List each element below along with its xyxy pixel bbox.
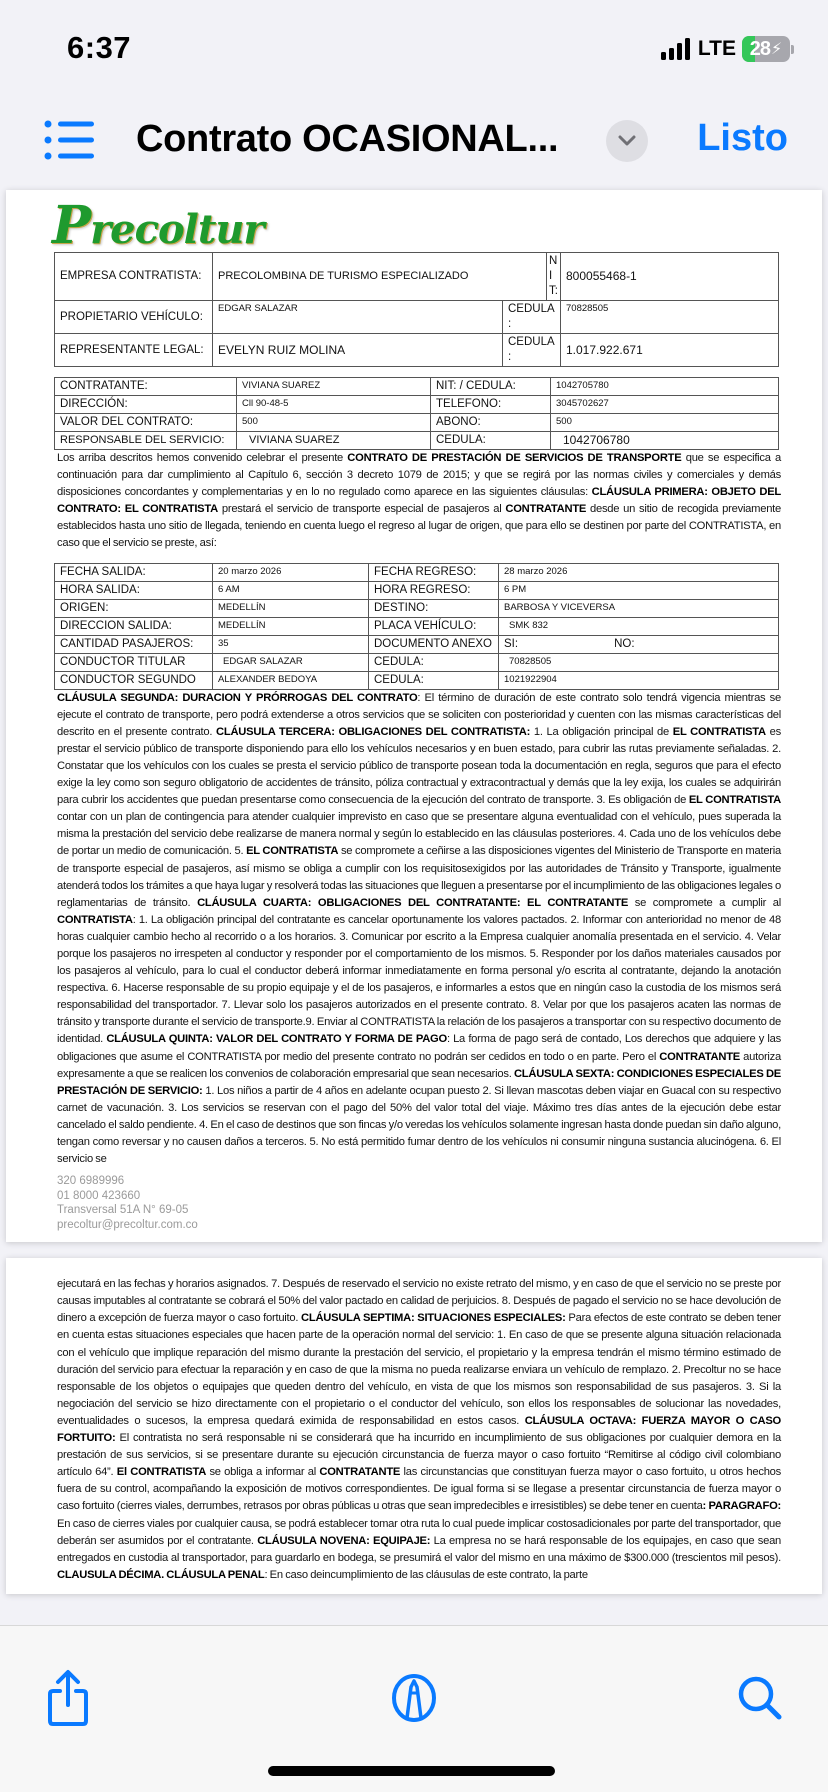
label-contratante: CONTRATANTE: xyxy=(55,378,237,396)
intro-paragraph xyxy=(57,450,781,553)
bold-text: EL CONTRATISTA xyxy=(672,725,766,738)
document-scroll-area[interactable] xyxy=(0,180,828,1625)
label-cedula: CEDULA: xyxy=(369,653,499,671)
label-destino: DESTINO: xyxy=(369,599,499,617)
share-button[interactable] xyxy=(38,1668,98,1728)
label-cantidad-pasajeros: CANTIDAD PASAJEROS: xyxy=(55,635,213,653)
clause-heading: CLAUSULA DÉCIMA. CLÁUSULA PENAL xyxy=(57,1568,265,1581)
label-nit-cedula: NIT: / CEDULA: xyxy=(431,378,551,396)
value-cedula: 1021922904 xyxy=(499,671,779,689)
clause-heading: CLÁUSULA PRIMERA: OBJETO DEL CONTRATO: EL CONTRATISTA xyxy=(57,486,781,516)
text: se compromete a cumplir al xyxy=(628,896,781,909)
table-row xyxy=(55,396,779,414)
list-icon[interactable] xyxy=(44,120,96,160)
clause-heading: CLÁUSULA SEXTA: CONDICIONES ESPECIALES DE PRESTACIÓN DE SERVICIO: xyxy=(57,1067,782,1097)
document-title[interactable]: Contrato OCASIONAL... xyxy=(136,118,559,160)
value-hora-salida: 6 AM xyxy=(213,581,369,599)
value-conductor-titular: EDGAR SALAZAR xyxy=(213,653,369,671)
network-type: LTE xyxy=(697,37,736,60)
value-cedula: 1042706780 xyxy=(551,432,779,450)
clause-heading: CLÁUSULA CUARTA: OBLIGACIONES DEL CONTRATANTE: EL CONTRATANTE xyxy=(197,896,629,909)
label-fecha-regreso: FECHA REGRESO: xyxy=(369,563,499,581)
text: las circunstancias que constituyan fuerza mayor o caso fortuito, u otros hechos fuera de su control, acompañando la exposición de motivos correspondientes. De igual forma si se llegase a presentar circunstancia de fuerza mayor o caso fortuito (cierres viales, derrumbes, retrasos por obras públicas u otras que sean impredecibles e irresistibles) se debe tener en cuenta xyxy=(57,1466,781,1513)
label-cedula: CEDULA: xyxy=(503,301,561,334)
label-propietario: PROPIETARIO VEHÍCULO: xyxy=(55,301,213,334)
clauses-paragraph xyxy=(57,1276,781,1584)
text: : 1. La obligación principal del contratante es cancelar oportunamente los valores pactados. 2. Informar con anterioridad no menor de 48 horas cualquier cambio hecho al recorrido o a los horarios. 3. Comunicar por escrito a la Empresa cualquier anomalía presentada en el servicio. 4. Velar porque los pasajeros no irrespeten al conductor y responder por el comportamiento de los mismos. 5. Responder por los daños materiales causados por los pasajeros al vehículo, para lo cual el conductor deberá informar inmediatamente en forma personal y/o escrita al contratante, dejando la anotación respectiva. 6. Hacerse responsable de su propio equipaje y el de los pasajeros, e informarles a estos que en ningún caso la custodia de los mismos será responsabilidad del transportador. 7. Llevar solo los pasajeros autorizados en el presente contrato. 8. Velar por que los pasajeros acaten las normas de tránsito y transporte durante el servicio de transporte.9. Enviar al CONTRATISTA la relación de los pasajeros a transportar con su respectivo documento de identidad. xyxy=(57,913,781,1046)
label-responsable: RESPONSABLE DEL SERVICIO: xyxy=(55,432,237,450)
label-conductor-segundo: CONDUCTOR SEGUNDO xyxy=(55,671,213,689)
cellular-signal-icon xyxy=(661,38,690,60)
home-indicator[interactable] xyxy=(268,1766,555,1776)
bold-text: CONTRATANTE xyxy=(319,1466,401,1479)
bold-text: El CONTRATISTA xyxy=(116,1466,207,1479)
text: autoriza expresamente a que se realicen los convenios de colaboración empresarial que sean necesarios. xyxy=(57,1050,781,1080)
value-propietario: EDGAR SALAZAR xyxy=(213,301,503,334)
clause-heading: CLÁUSULA OCTAVA: FUERZA MAYOR O CASO FORTUITO: xyxy=(57,1414,781,1445)
status-time: 6:37 xyxy=(67,30,132,65)
bold-text: EL CONTRATISTA xyxy=(246,845,339,858)
markup-pen-icon xyxy=(390,1673,438,1723)
value-fecha-salida: 20 marzo 2026 xyxy=(213,563,369,581)
label-fecha-salida: FECHA SALIDA: xyxy=(55,563,213,581)
label-cedula: CEDULA: xyxy=(431,432,551,450)
label-documento-anexo: DOCUMENTO ANEXO xyxy=(369,635,499,653)
table-row xyxy=(55,414,779,432)
label-abono: ABONO: xyxy=(431,414,551,432)
bold-text: CONTRATISTA xyxy=(57,913,133,926)
value-representante: EVELYN RUIZ MOLINA xyxy=(213,334,503,367)
text: 1. La obligación principal de xyxy=(530,725,673,738)
label-representante: REPRESENTANTE LEGAL: xyxy=(55,334,213,367)
company-footer xyxy=(57,1174,776,1232)
label-direccion-salida: DIRECCION SALIDA: xyxy=(55,617,213,635)
text: En caso de cierres viales por cualquier causa, se podrá establecer tomar otra ruta lo cual puede implicar costosadicionales por parte del transportador, que deberán ser asumidos por el contratante. xyxy=(57,1517,781,1547)
footer-phone: 320 6989996 xyxy=(57,1175,125,1188)
search-button[interactable] xyxy=(730,1668,790,1728)
text: se compromete a ceñirse a las disposiciones vigentes del Ministerio de Transporte en materia de transporte especial de pasajeros, así mismo se obliga a cumplir con los requisitosexigidos por las autoridades de Tránsito y Transporte, igualmente atenderá todos los trámites a que haya lugar y resolverá todas las situaciones que lleguen a presentarse por el incumplimiento de las obligaciones legales o reglamentarias de tránsito. xyxy=(57,845,781,909)
table-row xyxy=(55,599,779,617)
footer-address: Transversal 51A N° 69-05 xyxy=(57,1204,189,1217)
value-placa: SMK 832 xyxy=(499,617,779,635)
table-row xyxy=(55,635,779,653)
text: 1. Los niños a partir de 4 años en adelante ocupan puesto 2. Si llevan mascotas deben viajar en Guacal con su respectivo carnet de vacunación. 3. Los servicios se reservan con el pago del 50% del valor total del viaje. Máximo tres días antes de la ejecución debe estar cancelado el saldo pendiente. 4. En el caso de destinos que son fincas y/o veredas los vehículos solamente ingresan hasta donde puedan sin daño alguno, tengan como reversar y no causen daños a terceros. 5. No está permitido fumar dentro de los vehículos ni consumir ninguna sustancia alucinógena. 6. El servicio se xyxy=(57,1084,781,1166)
value-conductor-segundo: ALEXANDER BEDOYA xyxy=(213,671,369,689)
text: Para efectos de este contrato se deben tener en cuenta estas situaciones especiales que hacen parte de la operación normal del servicio: 1. En caso de que se presente alguna situación relacionada con el vehículo que implique reparación del mismo durante la prestación del servicio, el propietario y la empresa tendrán el mismo término estimado de duración del servicio para efectuar la reparación y en caso de que la misma no pueda realizarse enviara un vehículo de remplazo. 2. Precoltur no se hace responsable de los objetos o equipajes que queden dentro del vehículo, en vista de que los mismos son responsabilidad de sus pasajeros. 3. Si la negociación del servicio se hizo directamente con el propietario o el conductor del vehículo, son ellos los responsables de solucionar las novedades, eventualidades o sucesos, la empresa quedará eximida de responsabilidad en estos casos. xyxy=(57,1312,781,1427)
text: : En caso deincumplimiento de las cláusulas de este contrato, la parte xyxy=(264,1568,588,1581)
label-hora-regreso: HORA REGRESO: xyxy=(369,581,499,599)
text: La empresa no se hará responsable de los equipajes, en caso que sean entregados en custodia al transportador, para guardarlo en bodega, se presumirá el valor del mismo en una máximo de $300.000 (trescientos mil pesos). xyxy=(57,1534,782,1564)
document-page-2[interactable] xyxy=(6,1258,822,1594)
text: El contratista no será responsable ni se considerará que ha incurrido en incumplimiento de sus obligaciones por cualquier demora en la prestación de sus servicios, si se presentare durante su ejecución circunstancia de fuerza mayor o caso fortuito “Remitirse al código civil colombiano artículo 64”. xyxy=(57,1432,781,1479)
value-cedula: 1.017.922.671 xyxy=(561,334,779,367)
company-table xyxy=(54,252,779,367)
value-cedula: 70828505 xyxy=(499,653,779,671)
value-abono: 500 xyxy=(551,414,779,432)
table-row xyxy=(55,301,779,334)
clauses-paragraph xyxy=(57,690,781,1169)
value-origen: MEDELLÍN xyxy=(213,599,369,617)
bold-text: EL CONTRATISTA xyxy=(688,794,781,807)
bold-text: CONTRATO DE PRESTACIÓN DE SERVICIOS DE TRANSPORTE xyxy=(347,452,682,464)
text: es prestar el servicio público de transporte disponiendo para ello los vehículos necesarios y en buen estado, para cubrir las rutas previamente señaladas. 2. Constatar que los vehículos con los cuales se presta el servicio público de transporte posean toda la documentación en regla, seguros que para el efecto exige la ley como son seguro obligatorio de accidentes de tránsito, póliza contractual y extracontractual y demás que la ley exija, los cuales se adquirirán para cubrir los accidentes que puedan presentarse como consecuencia de la ejecución del contrato de transporte. 3. Es obligación de xyxy=(57,725,781,807)
value-valor: 500 xyxy=(237,414,431,432)
value-destino: BARBOSA Y VICEVERSA xyxy=(499,599,779,617)
label-nit: NIT: xyxy=(547,253,561,301)
clause-heading: CLÁUSULA NOVENA: EQUIPAJE: xyxy=(257,1534,431,1547)
logo-text: recoltur xyxy=(90,206,264,253)
table-row xyxy=(55,432,779,450)
value-nit: 800055468-1 xyxy=(561,253,779,301)
precoltur-logo xyxy=(52,195,776,256)
table-row xyxy=(55,581,779,599)
value-telefono: 3045702627 xyxy=(551,396,779,414)
clause-heading: CLÁUSULA TERCERA: OBLIGACIONES DEL CONTRATISTA: xyxy=(216,725,531,738)
table-row xyxy=(55,671,779,689)
table-row xyxy=(55,653,779,671)
label-placa: PLACA VEHÍCULO: xyxy=(369,617,499,635)
label-valor: VALOR DEL CONTRATO: xyxy=(55,414,237,432)
battery-percent: 28 xyxy=(749,37,770,60)
text: ejecutará en las fechas y horarios asignados. 7. Después de reservado el servicio no existe retrato del mismo, y en caso de que el servicio no se preste por causas imputables al contratante se cobrará el 50% del valor pactado en calidad de perjuicios. 8. Después de pagado el servicio no se hace devolución de dinero a excepción de fuerza mayor o caso fortuito. xyxy=(57,1278,781,1325)
battery-icon xyxy=(742,36,790,62)
text: prestará el servicio de transporte especial de pasajeros al xyxy=(217,503,506,516)
text: que se especifica a continuación para dar cumplimiento al Capítulo 6, sección 3 decreto 1079 de 2015; y que se regirá por las normas civiles y comerciales y demás disposiciones concordantes y complementarias y en lo no regulado como aparece en las siguientes cláusulas: xyxy=(57,452,781,499)
text: Los arriba descritos hemos convenido celebrar el presente xyxy=(57,452,348,464)
clause-heading: CLÁUSULA QUINTA: VALOR DEL CONTRATO Y FORMA DE PAGO xyxy=(106,1033,447,1046)
table-row xyxy=(55,378,779,396)
value-nit-cedula: 1042705780 xyxy=(551,378,779,396)
label-telefono: TELEFONO: xyxy=(431,396,551,414)
search-icon xyxy=(736,1674,784,1722)
value-cantidad-pasajeros: 35 xyxy=(213,635,369,653)
battery-cap xyxy=(791,45,794,54)
title-menu-button[interactable] xyxy=(606,120,648,162)
value-documento-anexo xyxy=(499,635,779,653)
status-bar xyxy=(0,0,828,96)
value-responsable: VIVIANA SUAREZ xyxy=(237,432,431,450)
text: contar con un plan de contingencia para atender cualquier imprevisto en caso que se presentare alguna eventualidad con el vehículo, pues superada la misma la prestación del servicio debe realizarse de manera normal y según lo establecido en las cláusulas posteriores. 4. Cada uno de los vehículos debe de portar un medio de comunicación. 5. xyxy=(57,811,781,858)
table-row xyxy=(55,334,779,367)
bold-text: CONTRATANTE xyxy=(505,503,587,516)
value-hora-regreso: 6 PM xyxy=(499,581,779,599)
bold-text: : PARAGRAFO: xyxy=(702,1500,781,1513)
value-empresa: PRECOLOMBINA DE TURISMO ESPECIALIZADO xyxy=(213,253,547,301)
status-indicators xyxy=(661,36,794,62)
label-empresa: EMPRESA CONTRATISTA: xyxy=(55,253,213,301)
value-direccion: Cll 90-48-5 xyxy=(237,396,431,414)
nav-bar xyxy=(0,100,828,180)
value-fecha-regreso: 28 marzo 2026 xyxy=(499,563,779,581)
footer-email: precoltur@precoltur.com.co xyxy=(57,1218,198,1231)
logo-initial: P xyxy=(52,195,91,256)
table-row xyxy=(55,563,779,581)
text: desde un sitio de recogida previamente establecidos hasta uno sitio de llegada, teniendo en cuenta luego el regreso al lugar de origen, que para ello se destinen por parte del CONTRATISTA, en caso que el servicio se preste, así: xyxy=(57,503,781,550)
value-direccion-salida: MEDELLÍN xyxy=(213,617,369,635)
label-cedula: CEDULA: xyxy=(503,334,561,367)
trip-table xyxy=(54,563,779,690)
label-origen: ORIGEN: xyxy=(55,599,213,617)
chevron-down-icon xyxy=(618,135,636,147)
share-icon xyxy=(45,1669,91,1727)
clause-heading: CLÁUSULA SEGUNDA: DURACION Y PRÓRROGAS DEL CONTRATO xyxy=(57,691,418,704)
value-cedula: 70828505 xyxy=(561,301,779,334)
text: : La forma de pago será de contado, Los derechos que adquiere y las obligaciones que asume el CONTRATISTA por medio del presente contrato no podrán ser cedidos en todo o en parte. Pero el xyxy=(57,1033,781,1063)
label-cedula: CEDULA: xyxy=(369,671,499,689)
label-direccion: DIRECCIÓN: xyxy=(55,396,237,414)
option-si: SI: xyxy=(504,637,519,650)
option-no: NO: xyxy=(614,637,635,650)
label-conductor-titular: CONDUCTOR TITULAR xyxy=(55,653,213,671)
footer-toll-free: 01 8000 423660 xyxy=(57,1189,141,1202)
text: : El término de duración de este contrato solo tendrá vigencia mientras se ejecute el contrato de transporte, pero podrá extenderse a otros servicios que se soliciten con posterioridad y cuenten con las mismas características del descrito en el presente contrato. xyxy=(57,691,781,738)
client-table xyxy=(54,377,779,450)
clause-heading: CLÁUSULA SEPTIMA: SITUACIONES ESPECIALES: xyxy=(301,1312,566,1325)
text: se obliga a informar al xyxy=(206,1466,320,1479)
value-contratante: VIVIANA SUAREZ xyxy=(237,378,431,396)
charging-bolt-icon: ⚡︎ xyxy=(771,41,783,58)
document-page-1[interactable] xyxy=(6,190,822,1242)
table-row xyxy=(55,617,779,635)
bold-text: CONTRATANTE xyxy=(659,1050,741,1063)
label-hora-salida: HORA SALIDA: xyxy=(55,581,213,599)
pages-stack xyxy=(0,190,828,1594)
table-row xyxy=(55,253,779,301)
markup-button[interactable] xyxy=(384,1668,444,1728)
done-button[interactable]: Listo xyxy=(697,117,788,159)
